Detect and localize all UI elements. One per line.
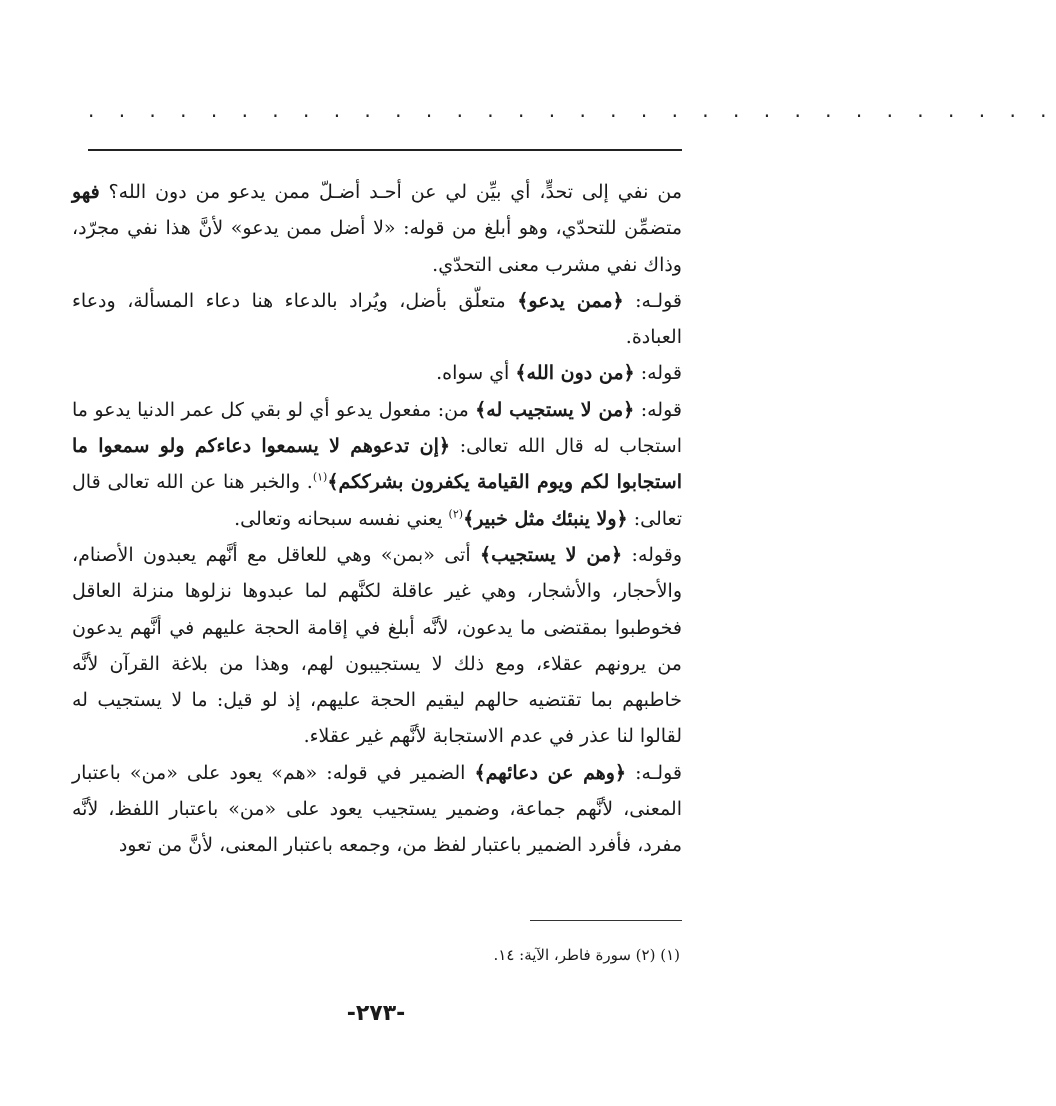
p6-text-1: قولـه: <box>626 761 682 784</box>
p4-text-3: . والخبر هنا عن الله تعالى قال تعالى: <box>72 471 682 530</box>
p1-text-1: من نفي إلى تحدٍّ، أي بيِّن لي عن أحـد أضـلّ ممن يدعو من دون الله؟ <box>99 181 682 203</box>
paragraph-2 <box>72 283 682 356</box>
paragraph-3 <box>72 355 682 391</box>
paragraph-4 <box>72 392 682 537</box>
p4-quote-3: ﴿ولا ينبئك مثل خبير﴾ <box>463 507 628 530</box>
paragraph-6 <box>72 755 682 864</box>
p5-quote: ﴿من لا يستجيب﴾ <box>479 543 623 566</box>
p2-quote: ﴿ممن يدعو﴾ <box>517 289 624 312</box>
footnote: (١) (٢) سورة فاطر، الآية: ١٤. <box>493 946 680 964</box>
p1-bold-word: فهو <box>72 181 100 203</box>
p5-text-1: وقوله: <box>622 543 682 566</box>
paragraph-5 <box>72 537 682 755</box>
header-rule <box>88 149 682 151</box>
p4-text-1: قوله: <box>634 398 682 421</box>
footnote-ref-2: (٢) <box>448 507 464 521</box>
p5-text-2: أتى «بمن» وهي للعاقل مع أنَّهم يعبدون الأصنام، والأحجار، والأشجار، وهي غير عاقلة لكنَّهم لما عبدوها نزلوها منزلة العاقل فخوطبوا بمقتضى ما يدعون، لأنَّه أبلغ في إقامة الحجة عليهم في أنَّهم يدعون من يرونهم عقلاء، ومع ذلك لا يستجيبون لهم، وهذا من بلاغة القرآن لأنَّه خاطبهم بما تقتضيه حالهم ليقيم الحجة عليهم، إذ لو قيل: ما لا يستجيب له لقالوا لنا عذر في عدم الاستجابة لأنَّهم غير عقلاء. <box>72 543 682 748</box>
p2-text-1: قولـه: <box>623 289 682 312</box>
p1-text-2: متضمِّن للتحدّي، وهو أبلغ من قوله: «لا أضل ممن يدعو» لأنَّ هذا نفي مجرّد، وذاك نفي مشرب معنى التحدّي. <box>72 217 682 276</box>
p3-text-2: أي سواه. <box>436 362 516 385</box>
paragraph-1 <box>72 174 682 283</box>
page-number: -٢٧٣- <box>346 1001 406 1026</box>
footnote-rule <box>530 920 682 921</box>
p4-text-4: يعني نفسه سبحانه وتعالى. <box>234 507 449 530</box>
header-dots: . . . . . . . . . . . . . . . . . . . . . . . . . . . . . . . . <box>88 98 1056 122</box>
p6-text-2: الضمير في قوله: «هم» يعود على «من» باعتبار المعنى، لأنَّهم جماعة، وضمير يستجيب يعود على «من» باعتبار اللفظ، لأنَّه مفرد، فأفرد الضمير باعتبار لفظ من، وجمعه باعتبار المعنى، لأنَّ من تعود <box>72 761 682 857</box>
p2-text-2: متعلّق بأضل، ويُراد بالدعاء هنا دعاء المسألة، ودعاء العبادة. <box>72 289 682 349</box>
p4-text-2: من: مفعول يدعو أي لو بقي كل عمر الدنيا يدعو ما استجاب له قال الله تعالى: <box>72 398 682 458</box>
p3-text-1: قوله: <box>634 362 682 385</box>
p4-quote-2: ﴿إن تدعوهم لا يسمعوا دعاءكم ولو سمعوا ما استجابوا لكم ويوم القيامة يكفرون بشرككم﴾ <box>72 435 682 494</box>
p3-quote: ﴿من دون الله﴾ <box>515 362 635 385</box>
main-text <box>72 174 682 864</box>
footnote-ref-1: (١) <box>312 471 328 485</box>
p6-quote: ﴿وهم عن دعائهم﴾ <box>474 761 627 784</box>
p4-quote-1: ﴿من لا يستجيب له﴾ <box>475 398 635 421</box>
